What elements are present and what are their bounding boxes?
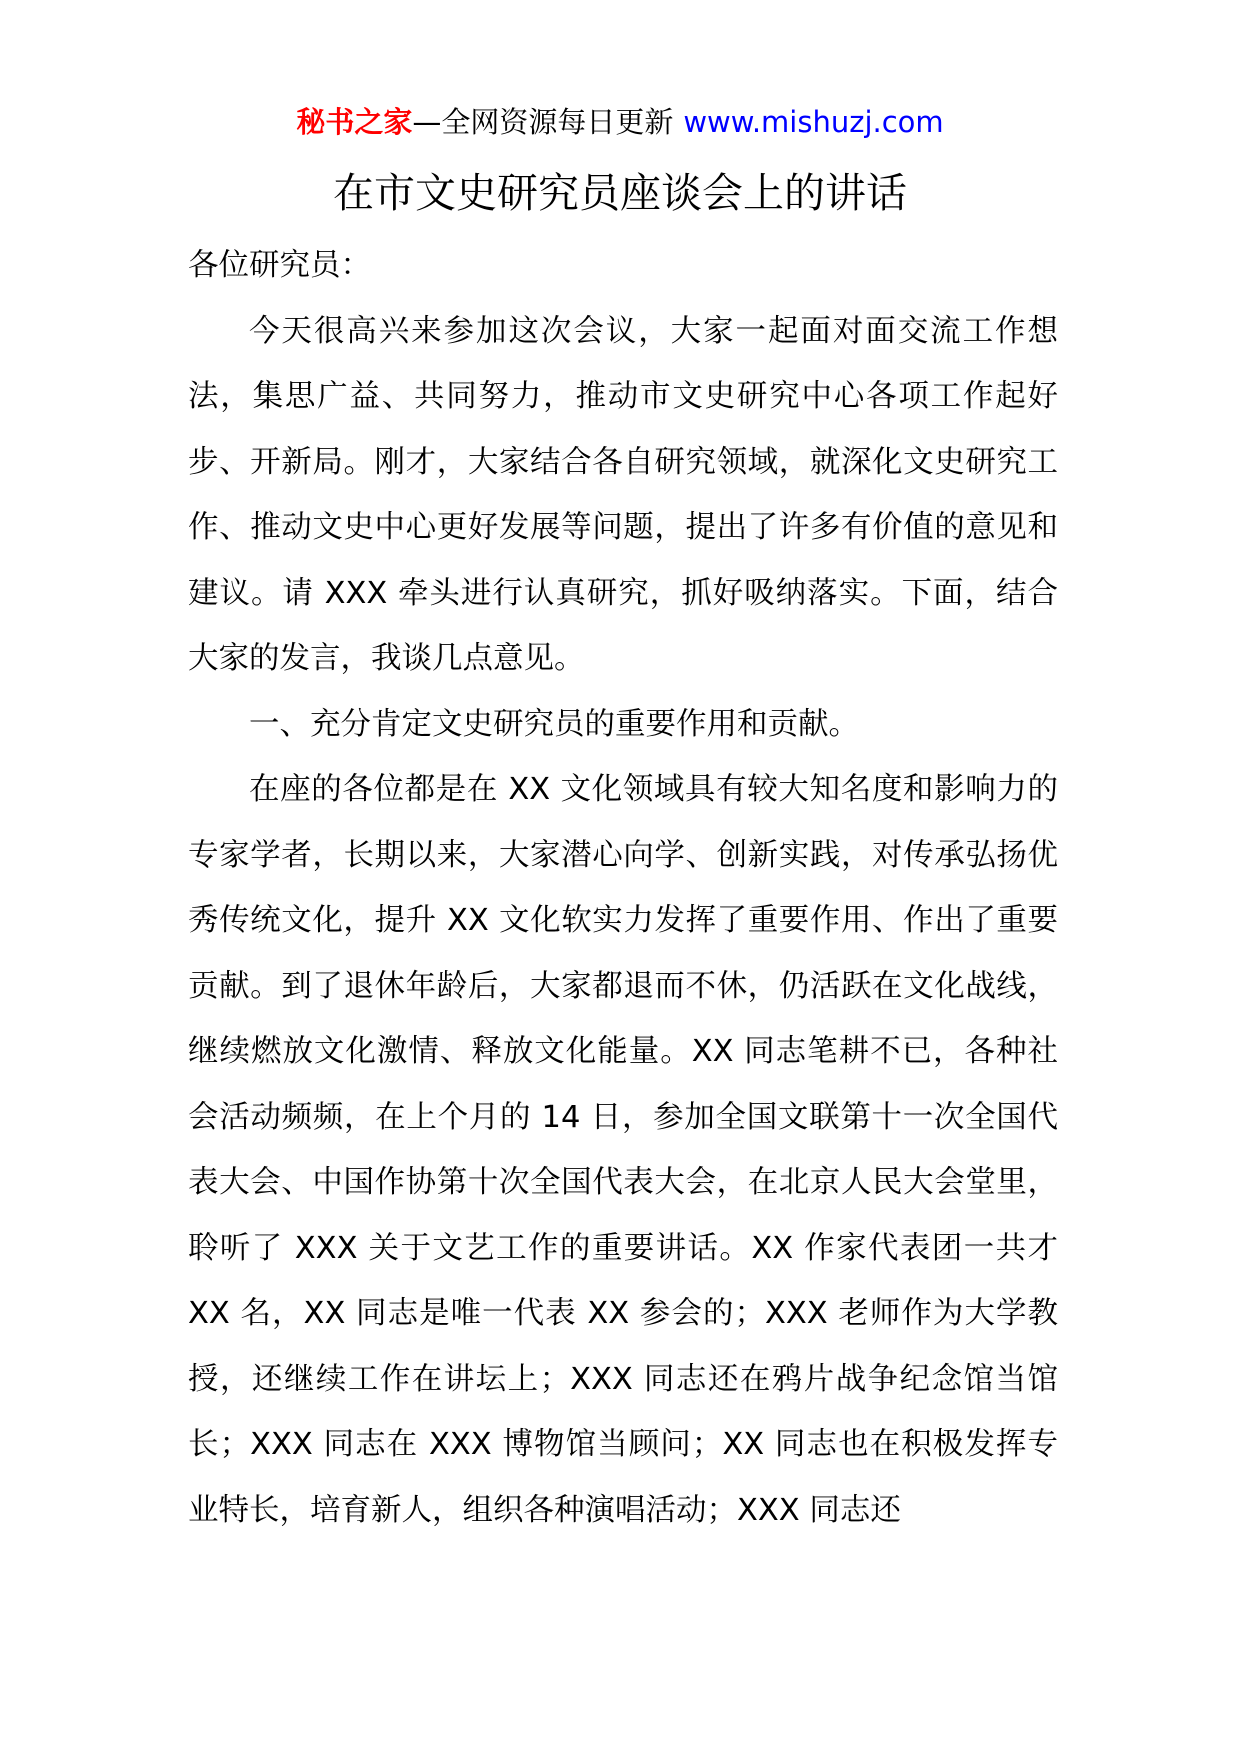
- salutation: 各位研究员：: [188, 248, 371, 283]
- site-url-link[interactable]: www.mishuzj.com: [683, 105, 944, 139]
- site-brand: 秘书之家: [296, 105, 413, 139]
- document-body: [188, 233, 1058, 1543]
- document-title: 在市文史研究员座谈会上的讲话: [333, 169, 907, 217]
- paragraph-section-1: 在座的各位都是在 XX 文化领域具有较大知名度和影响力的专家学者，长期以来，大家潜心向学、创新实践，对传承弘扬优秀传统文化，提升 XX 文化软实力发挥了重要作用、作出了重要贡献。到了退休年龄后，大家都退而不休，仍活跃在文化战线，继续燃放文化激情、释放文化能量。XX 同志笔耕不已，各种社会活动频频，在上个月的 14 日，参加全国文联第十一次全国代表大会、中国作协第十次全国代表大会，在北京人民大会堂里，聆听了 XXX 关于文艺工作的重要讲话。XX 作家代表团一共才 XX 名，XX 同志是唯一代表 XX 参会的；XXX 老师作为大学教授，还继续工作在讲坛上；XXX 同志还在鸦片战争纪念馆当馆长；XXX 同志在 XXX 博物馆当顾问；XX 同志也在积极发挥专业特长，培育新人，组织各种演唱活动；XXX 同志还: [188, 772, 1058, 1528]
- section-heading-1: 一、充分肯定文史研究员的重要作用和贡献。: [249, 706, 859, 742]
- site-banner: [0, 102, 1240, 142]
- site-tagline: —全网资源每日更新: [412, 105, 674, 139]
- paragraph-intro: 今天很高兴来参加这次会议，大家一起面对面交流工作想法，集思广益、共同努力，推动市文史研究中心各项工作起好步、开新局。刚才，大家结合各自研究领域，就深化文史研究工作、推动文史中心更好发展等问题，提出了许多有价值的意见和建议。请 XXX 牵头进行认真研究，抓好吸纳落实。下面，结合大家的发言，我谈几点意见。: [188, 313, 1058, 676]
